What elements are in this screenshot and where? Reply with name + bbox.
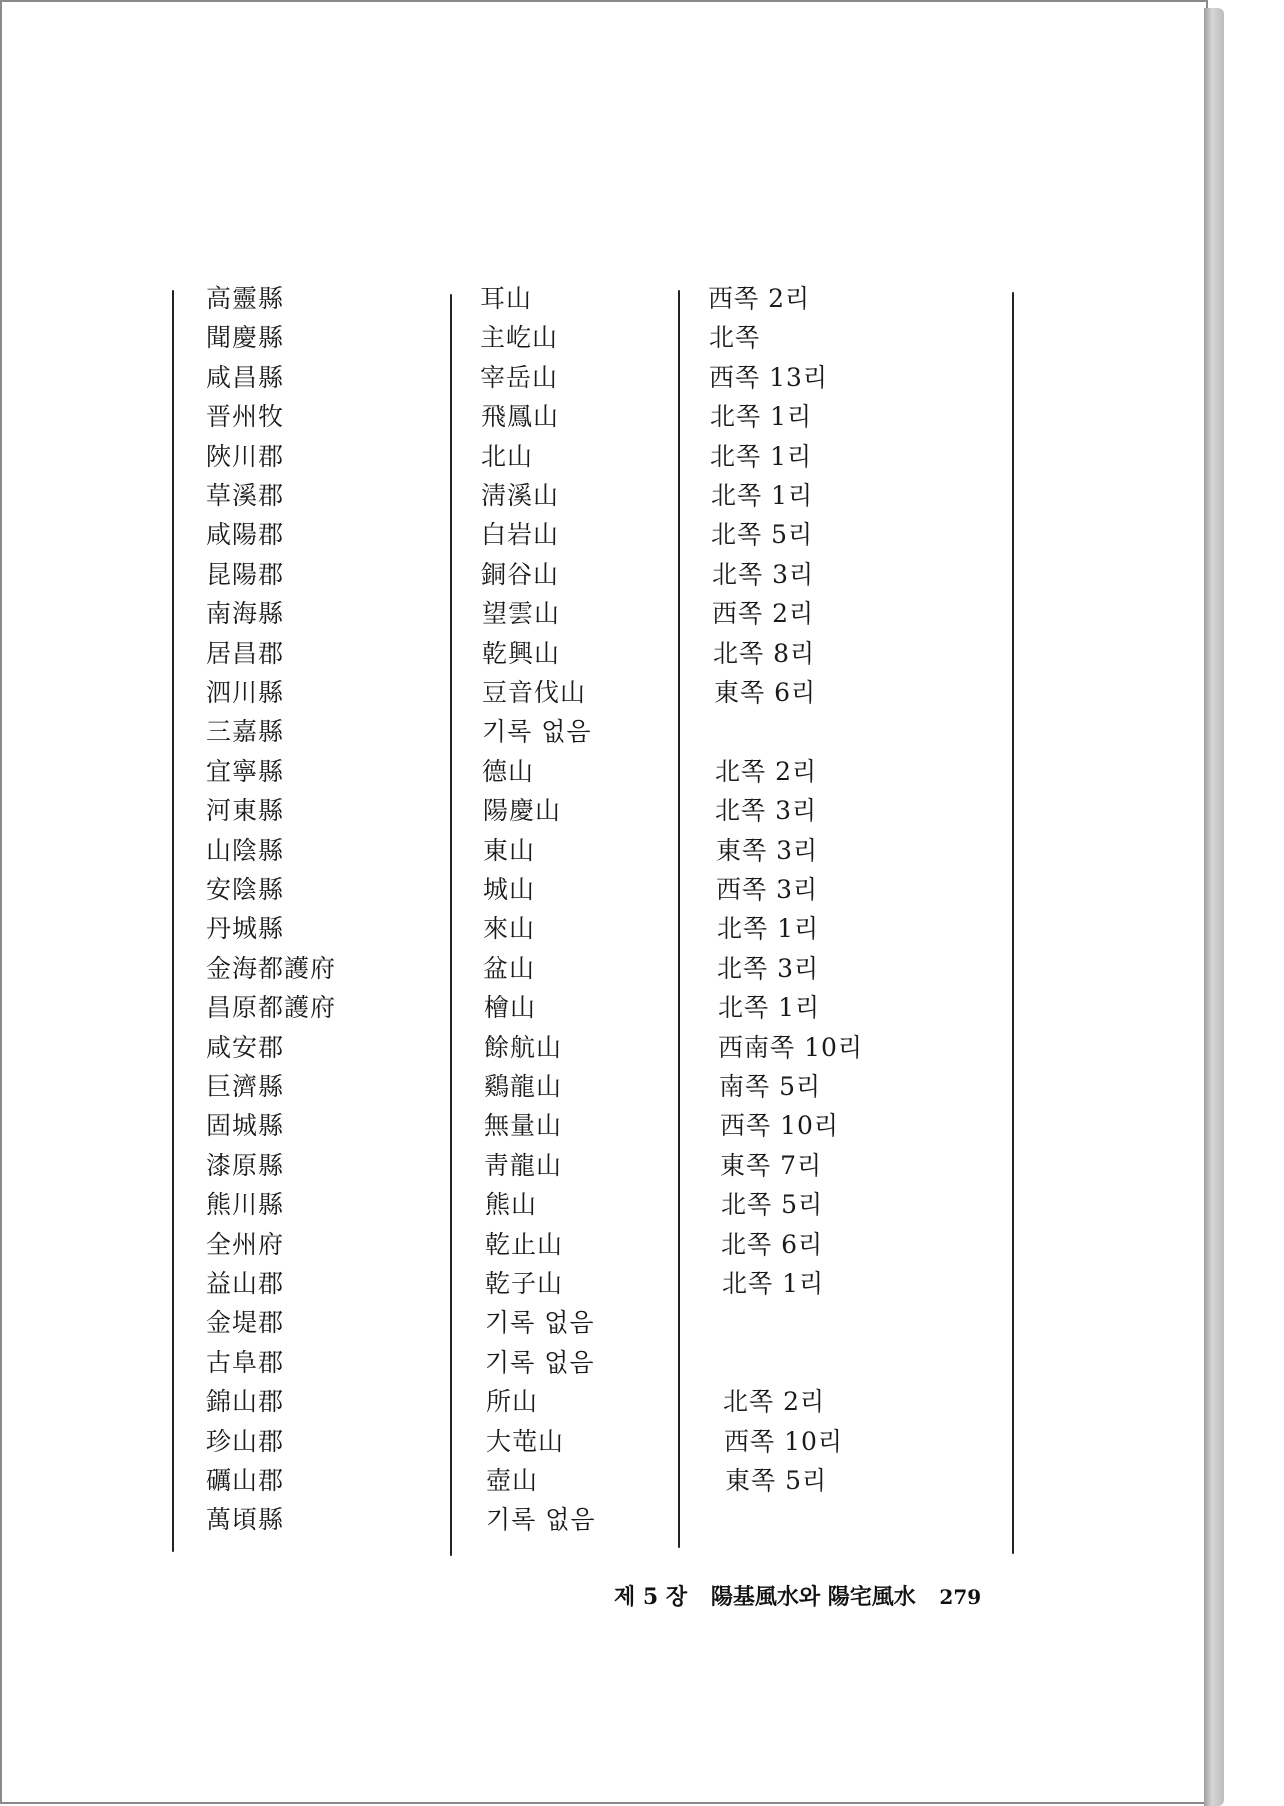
mountain-cell: 北山 (481, 442, 534, 471)
place-cell: 熊川縣 (206, 1190, 285, 1219)
direction-cell: 北쪽 6리 (721, 1230, 824, 1259)
mountain-cell: 陽慶山 (483, 796, 562, 825)
place-cell: 陜川郡 (206, 442, 285, 471)
mountain-cell: 淸溪山 (481, 481, 560, 510)
mountain-cell: 德山 (482, 757, 535, 786)
page-number: 279 (939, 1585, 982, 1609)
place-cell: 礪山郡 (206, 1466, 285, 1495)
direction-cell: 北쪽 (709, 323, 761, 352)
direction-cell: 北쪽 3리 (712, 560, 815, 589)
chapter-title: 陽基風水와 陽宅風水 (710, 1584, 916, 1610)
mountain-cell: 熊山 (485, 1190, 538, 1219)
mountain-cell: 豆音伐山 (482, 678, 587, 707)
table-right-border (1012, 292, 1014, 1554)
mountain-cell: 盆山 (483, 954, 536, 983)
direction-cell: 西쪽 10리 (724, 1427, 844, 1456)
direction-cell: 西쪽 10리 (720, 1111, 840, 1140)
mountain-cell: 기록 없음 (482, 717, 592, 746)
place-cell: 南海縣 (206, 599, 285, 628)
place-cell: 河東縣 (206, 796, 285, 825)
direction-cell: 北쪽 1리 (711, 481, 814, 510)
place-cell: 居昌郡 (206, 639, 285, 668)
direction-cell: 東쪽 3리 (716, 836, 819, 865)
direction-cell: 北쪽 5리 (711, 520, 814, 549)
direction-cell: 西쪽 2리 (712, 599, 815, 628)
direction-cell: 西쪽 3리 (716, 875, 819, 904)
column-divider-2 (678, 290, 680, 1548)
place-cell: 咸安郡 (206, 1033, 285, 1062)
mountain-cell: 乾止山 (485, 1230, 564, 1259)
mountain-cell: 望雲山 (482, 599, 561, 628)
place-cell: 宜寧縣 (206, 757, 285, 786)
mountain-cell: 靑龍山 (484, 1151, 563, 1180)
place-cell: 三嘉縣 (206, 717, 285, 746)
direction-cell: 東쪽 5리 (725, 1466, 828, 1495)
place-cell: 高靈縣 (206, 284, 285, 313)
page-footer (614, 1580, 997, 1611)
mountain-cell: 飛鳳山 (481, 402, 560, 431)
mountain-cell: 餘航山 (484, 1033, 563, 1062)
direction-cell: 南쪽 5리 (719, 1072, 822, 1101)
direction-cell: 北쪽 3리 (715, 796, 818, 825)
direction-cell: 北쪽 3리 (717, 954, 820, 983)
direction-cell: 北쪽 8리 (713, 639, 816, 668)
mountain-cell: 銅谷山 (481, 560, 560, 589)
mountain-cell: 乾興山 (482, 639, 561, 668)
mountain-cell: 大芚山 (486, 1427, 565, 1456)
direction-cell: 北쪽 1리 (710, 442, 813, 471)
chapter-label: 제 5 장 (614, 1584, 688, 1610)
direction-cell: 北쪽 1리 (710, 402, 813, 431)
direction-cell: 西南쪽 10리 (718, 1033, 864, 1062)
direction-cell: 西쪽 13리 (709, 363, 829, 392)
mountain-cell: 기록 없음 (485, 1348, 595, 1377)
direction-cell: 北쪽 1리 (718, 993, 821, 1022)
direction-cell: 西쪽 2리 (708, 284, 811, 313)
place-cell: 聞慶縣 (206, 323, 285, 352)
mountain-cell: 乾子山 (485, 1269, 564, 1298)
place-cell: 古阜郡 (206, 1348, 285, 1377)
place-cell: 泗川縣 (206, 678, 285, 707)
place-cell: 草溪郡 (206, 481, 285, 510)
direction-cell: 東쪽 6리 (714, 678, 817, 707)
mountain-cell: 無量山 (484, 1111, 563, 1140)
place-cell: 咸昌縣 (206, 363, 285, 392)
direction-cell: 北쪽 1리 (722, 1269, 825, 1298)
mountain-cell: 主屹山 (480, 323, 559, 352)
page-edge-shadow (1204, 8, 1224, 1806)
place-cell: 山陰縣 (206, 836, 285, 865)
mountain-cell: 來山 (483, 914, 536, 943)
mountain-cell: 耳山 (480, 284, 533, 313)
mountain-cell: 기록 없음 (486, 1505, 596, 1534)
table-left-border (172, 290, 174, 1552)
mountain-cell: 鷄龍山 (484, 1072, 563, 1101)
place-cell: 全州府 (206, 1230, 285, 1259)
column-divider-1 (450, 294, 452, 1556)
place-cell: 昆陽郡 (206, 560, 285, 589)
direction-cell: 東쪽 7리 (720, 1151, 823, 1180)
mountain-cell: 기록 없음 (485, 1308, 595, 1337)
place-cell: 珍山郡 (206, 1427, 285, 1456)
place-cell: 固城縣 (206, 1111, 285, 1140)
mountain-cell: 東山 (483, 836, 536, 865)
place-cell: 巨濟縣 (206, 1072, 285, 1101)
place-cell: 晋州牧 (206, 402, 285, 431)
place-cell: 益山郡 (206, 1269, 285, 1298)
place-cell: 漆原縣 (206, 1151, 285, 1180)
mountain-cell: 壺山 (486, 1466, 539, 1495)
direction-cell: 北쪽 5리 (721, 1190, 824, 1219)
place-cell: 金堤郡 (206, 1308, 285, 1337)
mountain-cell: 城山 (483, 875, 536, 904)
mountain-cell: 檜山 (484, 993, 537, 1022)
place-cell: 金海都護府 (206, 954, 337, 983)
place-cell: 丹城縣 (206, 914, 285, 943)
direction-cell: 北쪽 2리 (715, 757, 818, 786)
mountain-cell: 所山 (486, 1387, 539, 1416)
place-cell: 萬頃縣 (206, 1505, 285, 1534)
mountain-cell: 宰岳山 (480, 363, 559, 392)
direction-cell: 北쪽 1리 (717, 914, 820, 943)
place-cell: 錦山郡 (206, 1387, 285, 1416)
place-cell: 昌原都護府 (206, 993, 337, 1022)
place-cell: 咸陽郡 (206, 520, 285, 549)
direction-cell: 北쪽 2리 (723, 1387, 826, 1416)
mountain-cell: 白岩山 (481, 520, 560, 549)
place-cell: 安陰縣 (206, 875, 285, 904)
